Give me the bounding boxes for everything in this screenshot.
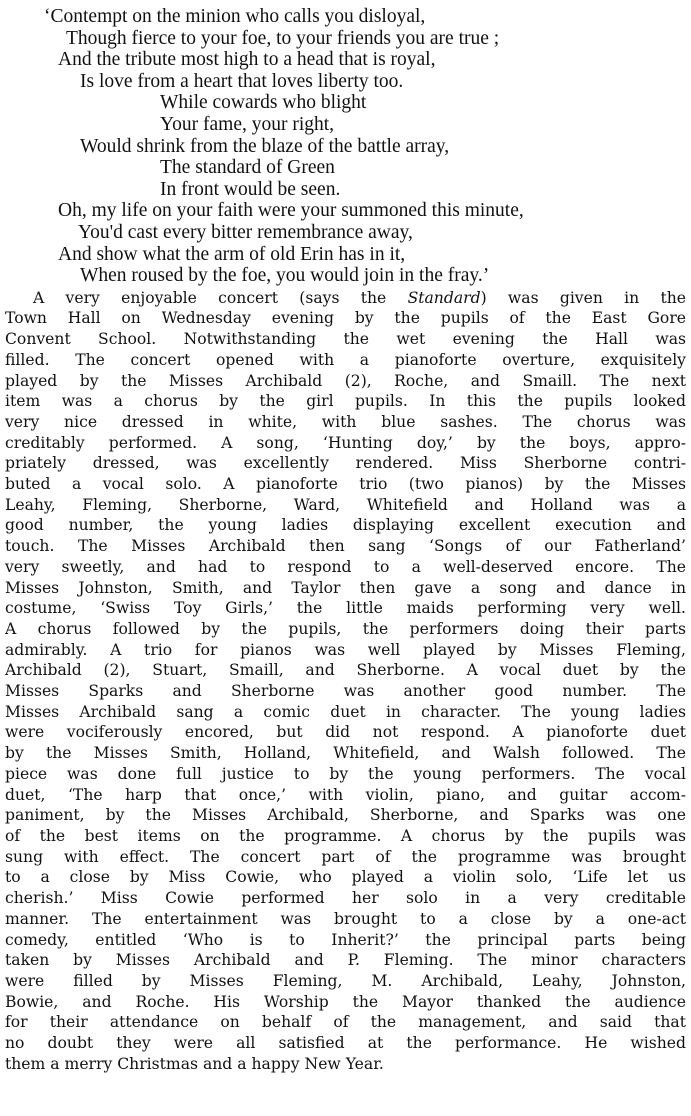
article-line: paniment, by the Misses Archibald, Sherborne, and Sparks was one (5, 806, 686, 825)
article-line: creditably performed. A song, ‘Hunting doy,’ by the boys, appro- (5, 433, 686, 452)
article-line: Convent School. Notwithstanding the wet evening the Hall was (5, 330, 686, 349)
poem-line: You'd cast every bitter remembrance away, (78, 221, 413, 243)
article-line: Town Hall on Wednesday evening by the pupils of the East Gore (5, 309, 686, 328)
article-line: Archibald (2), Stuart, Smaill, and Sherborne. A vocal duet by the (5, 661, 686, 680)
article-line: Misses Archibald sang a comic duet in character. The young ladies (5, 702, 686, 721)
article-line: filled. The concert opened with a pianoforte overture, exquisitely (5, 350, 686, 369)
article-line: piece was done full justice to by the young performers. The vocal (5, 764, 686, 783)
article-line: admirably. A trio for pianos was well played by Misses Fleming, (5, 640, 686, 659)
article-line: priately dressed, was excellently rendered. Miss Sherborne contri- (5, 454, 686, 473)
poem-line: In front would be seen. (160, 178, 341, 200)
article-line: A chorus followed by the pupils, the performers doing their parts (5, 619, 686, 638)
article-line: Leahy, Fleming, Sherborne, Ward, Whitefield and Holland was a (5, 495, 686, 514)
article-line: touch. The Misses Archibald then sang ‘Songs of our Fatherland’ (5, 537, 686, 556)
article-line: very nice dressed in white, with blue sashes. The chorus was (5, 412, 686, 431)
article-line: buted a vocal solo. A pianoforte trio (two pianos) by the Misses (5, 475, 686, 494)
article-line: were vociferously encored, but did not respond. A pianoforte duet (5, 723, 686, 742)
poem-line: When roused by the foe, you would join in the fray.’ (80, 265, 490, 287)
article-line: cherish.’ Miss Cowie performed her solo in a very creditable (5, 889, 686, 908)
article-line: costume, ‘Swiss Toy Girls,’ the little maids performing very well. (5, 599, 686, 618)
article-line: them a merry Christmas and a happy New Year. (5, 1054, 384, 1073)
poem-line: The standard of Green (160, 157, 335, 179)
poem-line: Would shrink from the blaze of the battle array, (80, 135, 450, 157)
poem-line: ‘Contempt on the minion who calls you disloyal, (44, 6, 426, 27)
article-line: played by the Misses Archibald (2), Roche, and Smaill. The next (5, 371, 686, 390)
article-line: for their attendance on behalf of the management, and said that (5, 1013, 686, 1032)
article-line: manner. The entertainment was brought to a close by a one-act (5, 909, 686, 928)
article-line: Bowie, and Roche. His Worship the Mayor thanked the audience (5, 992, 686, 1011)
poem-line: Though fierce to your foe, to your friends you are true ; (66, 27, 500, 49)
poem-line: And show what the arm of old Erin has in it, (58, 243, 406, 265)
article-line: good number, the young ladies displaying excellent execution and (5, 516, 686, 535)
article-opening: A very enjoyable concert (says the (33, 288, 387, 307)
newspaper-source: Standard (407, 288, 481, 307)
article-line: no doubt they were all satisfied at the performance. He wished (5, 1034, 686, 1053)
article-opening-rest: ) was given in the (480, 288, 686, 307)
poem-line: Oh, my life on your faith were your summoned this minute, (58, 200, 524, 222)
poem-line: While cowards who blight (160, 92, 367, 114)
poem-line: Is love from a heart that loves liberty too. (80, 70, 404, 92)
article-line: Misses Johnston, Smith, and Taylor then gave a song and dance in (5, 578, 686, 597)
poem-line: And the tribute most high to a head that is royal, (58, 49, 436, 71)
article-line: duet, ‘The harp that once,’ with violin, piano, and guitar accom- (5, 785, 686, 804)
article-line: by the Misses Smith, Holland, Whitefield, and Walsh followed. The (5, 744, 686, 763)
article-line: taken by Misses Archibald and P. Fleming. The minor characters (5, 951, 686, 970)
article-line: comedy, entitled ‘Who is to Inherit?’ the principal parts being (5, 930, 686, 949)
article-line (5, 288, 686, 309)
article-line: of the best items on the programme. A chorus by the pupils was (5, 827, 686, 845)
poem-verse (4, 6, 687, 287)
article-line: to a close by Miss Cowie, who played a violin solo, ‘Life let us (5, 868, 686, 887)
article-line: Misses Sparks and Sherborne was another good number. The (5, 682, 686, 701)
article-line: very sweetly, and had to respond to a well-deserved encore. The (5, 557, 686, 576)
article-line: were filled by Misses Fleming, M. Archibald, Leahy, Johnston, (5, 971, 686, 990)
poem-line: Your fame, your right, (160, 113, 335, 135)
article-line: item was a chorus by the girl pupils. In this the pupils looked (5, 392, 686, 411)
article-line: sung with effect. The concert part of the programme was brought (5, 847, 686, 866)
concert-article (4, 288, 687, 1075)
